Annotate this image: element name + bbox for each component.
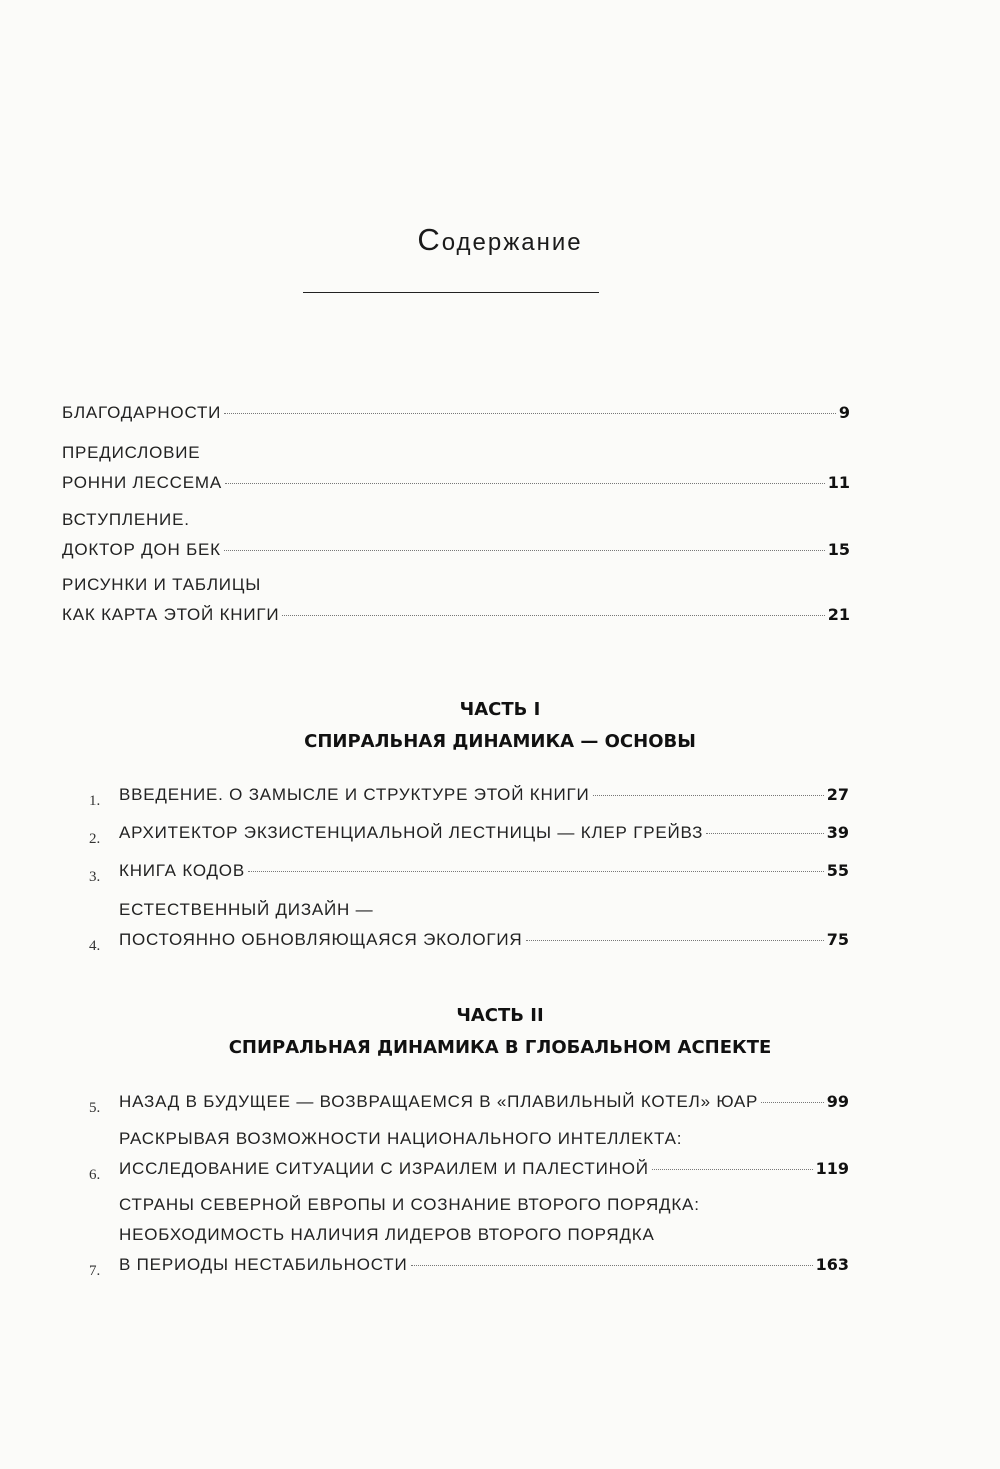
entry-title: РИСУНКИ И ТАБЛИЦЫ (62, 575, 262, 594)
title-rule (303, 292, 599, 293)
toc-entry-chapter-3[interactable] (89, 856, 849, 886)
toc-entry-figures[interactable] (62, 570, 850, 630)
chapter-number: 4. (89, 938, 101, 954)
page-number: 11 (827, 473, 850, 492)
page-number: 21 (827, 605, 850, 624)
dot-leader (282, 615, 824, 616)
entry-title: РОННИ ЛЕССЕМА (62, 473, 222, 492)
page-number: 39 (826, 823, 849, 842)
entry-title: РАСКРЫВАЯ ВОЗМОЖНОСТИ НАЦИОНАЛЬНОГО ИНТЕЛЛЕКТА: (119, 1129, 683, 1148)
dot-leader (593, 795, 824, 796)
toc-entry-chapter-5[interactable] (89, 1087, 849, 1117)
dot-leader (224, 413, 836, 414)
entry-title: В ПЕРИОДЫ НЕСТАБИЛЬНОСТИ (119, 1255, 408, 1274)
entry-title: БЛАГОДАРНОСТИ (62, 403, 222, 422)
page-number: 15 (827, 540, 850, 559)
page-title: Содержание (417, 222, 583, 257)
toc-entry-chapter-2[interactable] (89, 818, 849, 848)
entry-title: НЕОБХОДИМОСТЬ НАЛИЧИЯ ЛИДЕРОВ ВТОРОГО ПОРЯДКА (119, 1225, 655, 1244)
entry-title: ЕСТЕСТВЕННЫЙ ДИЗАЙН — (119, 900, 374, 919)
dot-leader (411, 1265, 813, 1266)
toc-entry-chapter-6[interactable] (89, 1124, 849, 1184)
entry-title: СТРАНЫ СЕВЕРНОЙ ЕВРОПЫ И СОЗНАНИЕ ВТОРОГО ПОРЯДКА: (119, 1195, 700, 1214)
dot-leader (224, 550, 825, 551)
chapter-number: 7. (89, 1263, 101, 1279)
dot-leader (248, 871, 824, 872)
entry-title: НАЗАД В БУДУЩЕЕ — ВОЗВРАЩАЕМСЯ В «ПЛАВИЛЬНЫЙ КОТЕЛ» ЮАР (119, 1092, 759, 1111)
dot-leader (706, 833, 824, 834)
entry-title: ВВЕДЕНИЕ. О ЗАМЫСЛЕ И СТРУКТУРЕ ЭТОЙ КНИГИ (119, 785, 590, 804)
part-1-heading (0, 694, 1000, 758)
entry-title: КАК КАРТА ЭТОЙ КНИГИ (62, 605, 280, 624)
dot-leader (225, 483, 825, 484)
entry-title: ИССЛЕДОВАНИЕ СИТУАЦИИ С ИЗРАИЛЕМ И ПАЛЕСТИНОЙ (119, 1159, 649, 1178)
part-label: ЧАСТЬ II (456, 1005, 544, 1026)
page-number: 119 (815, 1159, 849, 1178)
entry-title: КНИГА КОДОВ (119, 861, 245, 880)
chapter-number: 2. (89, 831, 101, 847)
toc-entry-chapter-4[interactable] (89, 895, 849, 955)
entry-title: ПРЕДИСЛОВИЕ (62, 443, 201, 462)
page-number: 163 (815, 1255, 849, 1274)
part-title: СПИРАЛЬНАЯ ДИНАМИКА В ГЛОБАЛЬНОМ АСПЕКТЕ (228, 1037, 772, 1058)
part-2-heading (0, 1000, 1000, 1064)
dot-leader (526, 940, 824, 941)
chapter-number: 1. (89, 793, 101, 809)
toc-entry-chapter-1[interactable] (89, 780, 849, 810)
page-number: 27 (826, 785, 849, 804)
toc-entry-chapter-7[interactable] (89, 1190, 849, 1280)
chapter-number: 6. (89, 1167, 101, 1183)
page-number: 9 (838, 403, 850, 422)
entry-title: АРХИТЕКТОР ЭКЗИСТЕНЦИАЛЬНОЙ ЛЕСТНИЦЫ — КЛЕР ГРЕЙВЗ (119, 823, 704, 842)
dot-leader (761, 1102, 824, 1103)
chapter-number: 5. (89, 1100, 101, 1116)
entry-title: ВСТУПЛЕНИЕ. (62, 510, 190, 529)
chapter-number: 3. (89, 869, 101, 885)
toc-entry-introduction[interactable] (62, 505, 850, 565)
part-title: СПИРАЛЬНАЯ ДИНАМИКА — ОСНОВЫ (304, 731, 696, 752)
page-number: 99 (826, 1092, 849, 1111)
page-number: 75 (826, 930, 849, 949)
dot-leader (652, 1169, 813, 1170)
toc-entry-acknowledgements[interactable] (62, 398, 850, 428)
toc-entry-foreword[interactable] (62, 438, 850, 498)
entry-title: ДОКТОР ДОН БЕК (62, 540, 221, 559)
part-label: ЧАСТЬ I (459, 699, 541, 720)
entry-title: ПОСТОЯННО ОБНОВЛЯЮЩАЯСЯ ЭКОЛОГИЯ (119, 930, 523, 949)
page-number: 55 (826, 861, 849, 880)
